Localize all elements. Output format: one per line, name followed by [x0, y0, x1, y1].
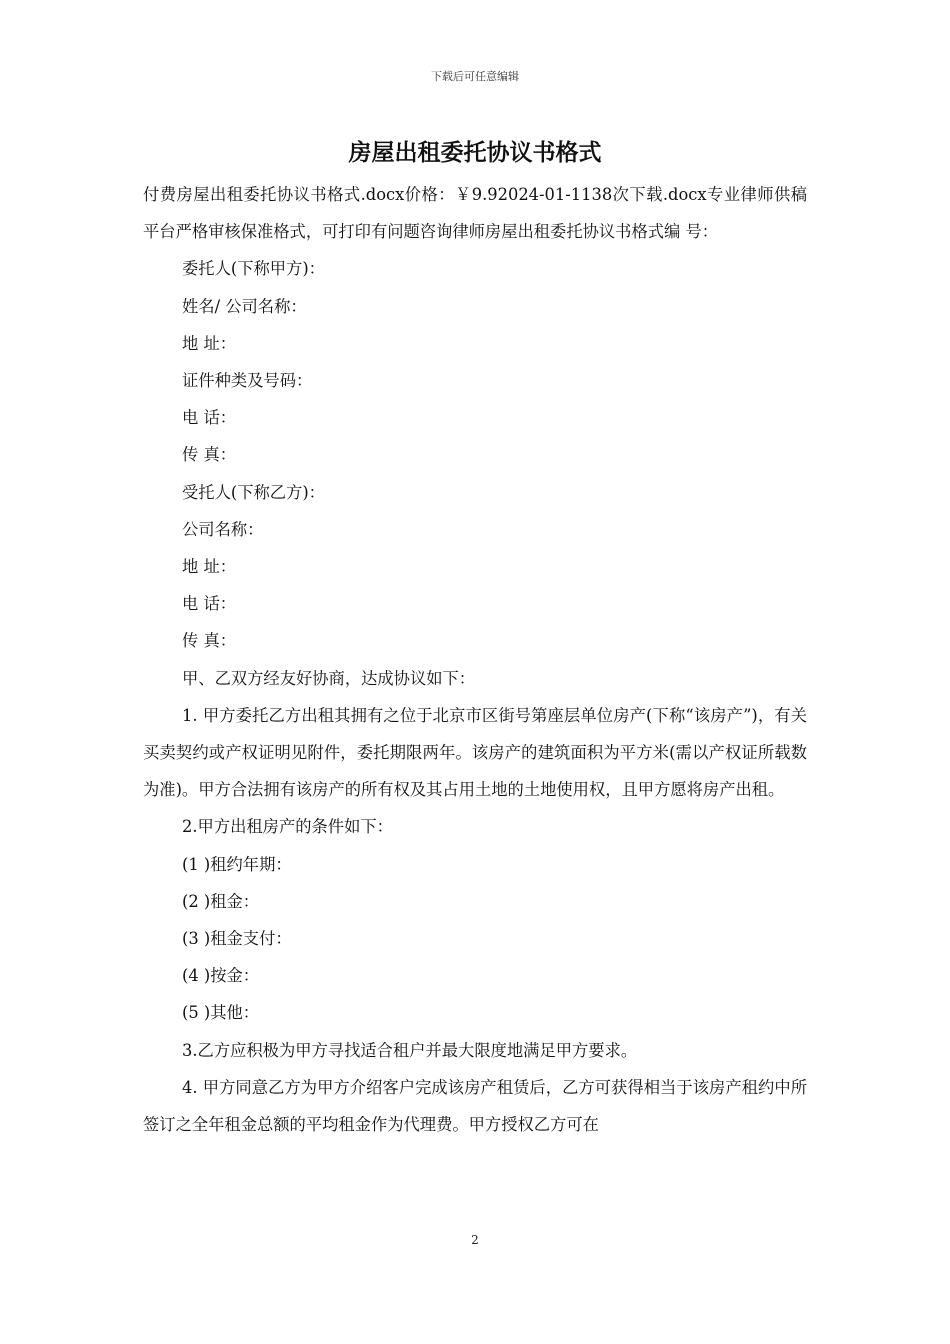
clause-2-item-5: (5 )其他： — [182, 1003, 260, 1023]
agent-company-line: 公司名称： — [182, 519, 264, 539]
page-header: 下载后可任意编辑 — [431, 70, 519, 83]
clause-2-item-2: (2 )租金： — [182, 891, 260, 911]
principal-name-line: 姓名/ 公司名称： — [182, 296, 307, 316]
clause-2-item-4: (4 )按金： — [182, 966, 260, 986]
principal-id-line: 证件种类及号码： — [182, 371, 313, 391]
document-title: 房屋出租委托协议书格式 — [348, 139, 602, 166]
page-number: 2 — [471, 1233, 479, 1247]
principal-fax-line: 传 真： — [182, 445, 237, 465]
principal-heading: 委托人(下称甲方)： — [182, 259, 325, 279]
agreement-intro: 甲、乙双方经友好协商，达成协议如下： — [182, 668, 476, 688]
principal-phone-line: 电 话： — [182, 408, 237, 428]
agent-phone-line: 电 话： — [182, 594, 237, 614]
clause-3: 3.乙方应积极为甲方寻找适合租户并最大限度地满足甲方要求。 — [182, 1040, 638, 1060]
clause-1: 1. 甲方委托乙方出租其拥有之位于北京市区街号第座层单位房产(下称“该房产”)，有关买卖契约或产权证明见附件，委托期限两年。该房产的建筑面积为平方米(需以产权证所载数为准)。甲方合法拥有该房产的所有权及其占用土地的土地使用权，且甲方愿将房产出租。 — [143, 705, 807, 800]
agent-address-line: 地 址： — [182, 557, 237, 577]
agent-heading: 受托人(下称乙方)： — [182, 482, 325, 502]
agent-fax-line: 传 真： — [182, 631, 237, 651]
clause-2-item-3: (3 )租金支付： — [182, 929, 292, 949]
clause-2-item-1: (1 )租约年期： — [182, 854, 292, 874]
document-body — [143, 176, 807, 1143]
clause-4: 4. 甲方同意乙方为甲方介绍客户完成该房产租赁后，乙方可获得相当于该房产租约中所签订之全年租金总额的平均租金作为代理费。甲方授权乙方可在 — [143, 1077, 807, 1135]
intro-paragraph: 付费房屋出租委托协议书格式.docx价格：￥9.92024-01-1138次下载.docx专业律师供稿平台严格审核保准格式，可打印有问题咨询律师房屋出租委托协议书格式编 号： — [143, 185, 807, 242]
clause-2: 2.甲方出租房产的条件如下： — [182, 817, 393, 837]
principal-address-line: 地 址： — [182, 333, 237, 353]
